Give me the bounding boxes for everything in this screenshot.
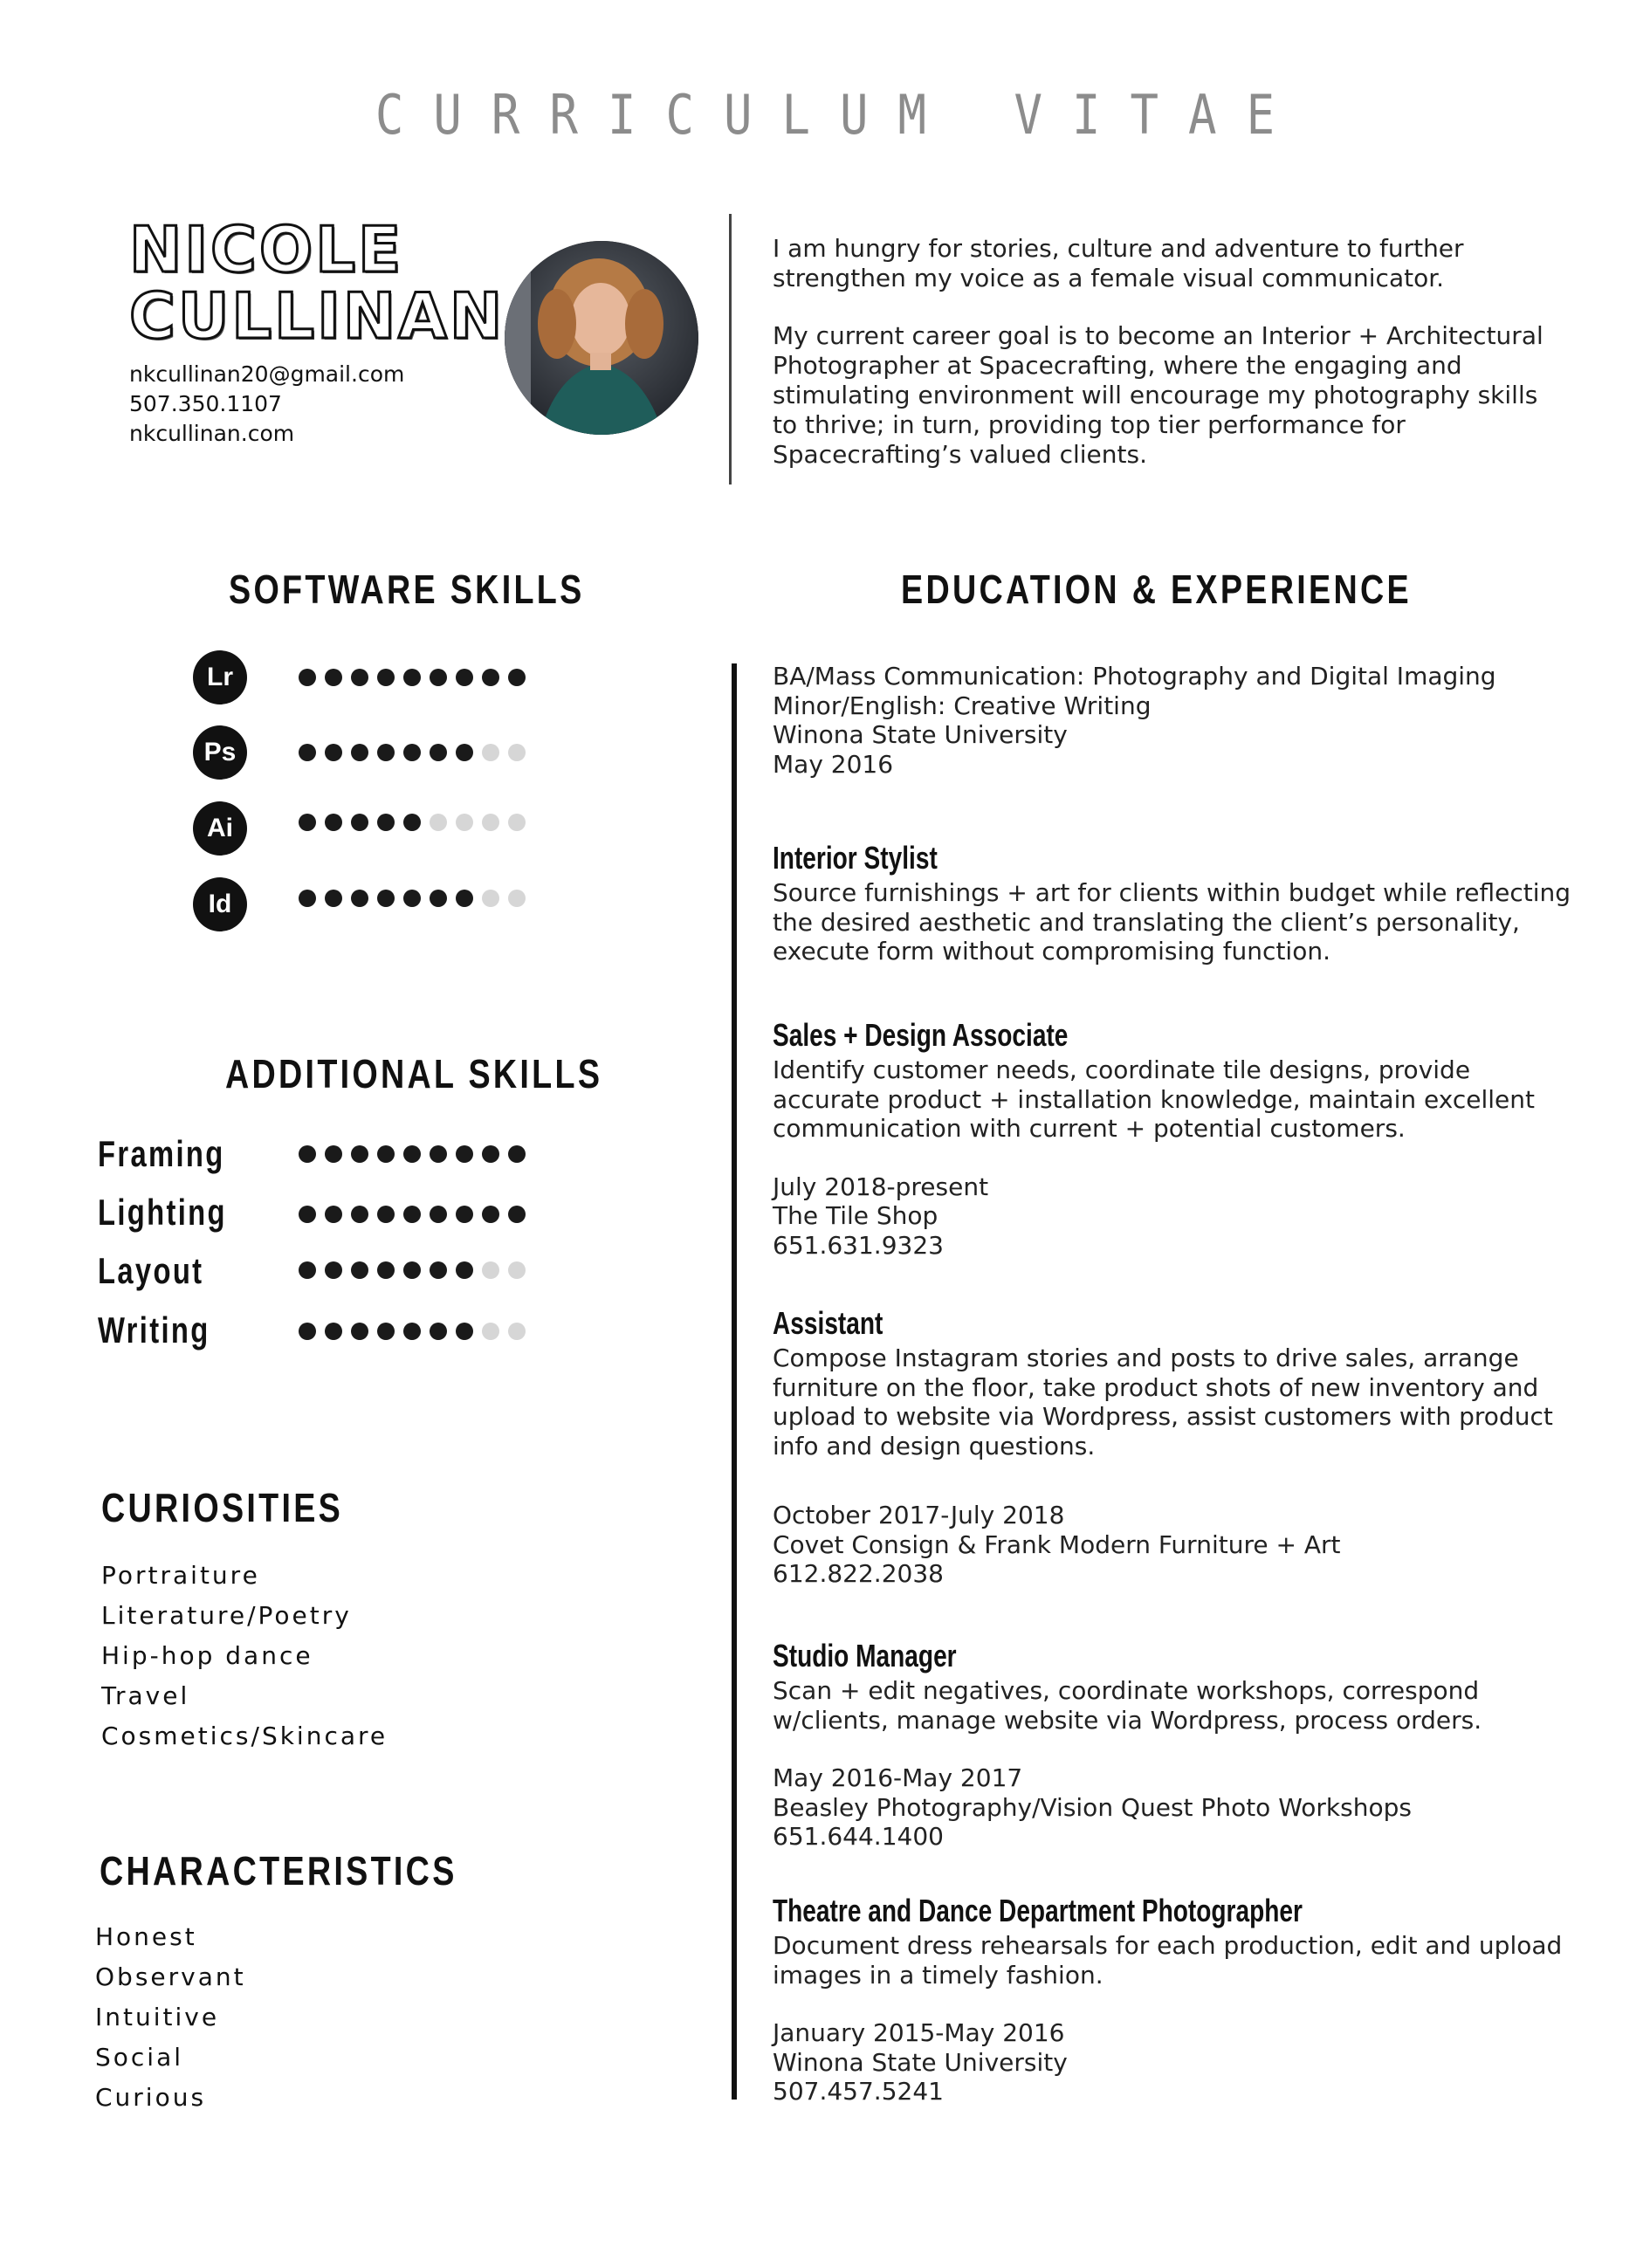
rating-dot-filled xyxy=(403,890,421,907)
photoshop-rating xyxy=(299,744,526,761)
job-description: Compose Instagram stories and posts to drive sales, arrange furniture on the floor, take product shots of new inventory and upload to website via Wordpress, assist customers with product info and design questions. xyxy=(773,1344,1553,1460)
job-phone: 651.644.1400 xyxy=(773,1822,944,1851)
list-item: Travel xyxy=(101,1681,190,1710)
job-title: Interior Stylist xyxy=(773,840,938,876)
rating-dot-filled xyxy=(325,1261,342,1279)
rating-dot-filled xyxy=(351,1145,368,1163)
rating-dot-empty xyxy=(482,1261,499,1279)
intro-text xyxy=(773,234,1558,498)
job-date: October 2017-July 2018 xyxy=(773,1501,1065,1529)
rating-dot-filled xyxy=(325,890,342,907)
rating-dot-filled xyxy=(377,1145,395,1163)
rating-dot-empty xyxy=(508,1261,526,1279)
list-item: Intuitive xyxy=(95,2003,220,2031)
rating-dot-filled xyxy=(430,1323,447,1340)
job-entry-studio-manager xyxy=(773,1638,1576,1852)
rating-dot-filled xyxy=(430,744,447,761)
rating-dot-filled xyxy=(325,1323,342,1340)
illustrator-rating xyxy=(299,814,526,831)
rating-dot-filled xyxy=(430,1206,447,1223)
job-title: Assistant xyxy=(773,1305,883,1341)
rating-dot-filled xyxy=(299,1323,316,1340)
skill-label-lighting: Lighting xyxy=(98,1192,227,1233)
last-name: CULLINAN xyxy=(129,279,505,353)
graduation-date: May 2016 xyxy=(773,749,894,779)
job-description: Source furnishings + art for clients within budget while reflecting the desired aesthetic and translating the client’s personality, execute form without compromising function. xyxy=(773,878,1571,966)
job-phone: 651.631.9323 xyxy=(773,1230,944,1260)
job-description: Scan + edit negatives, coordinate workshops, correspond w/clients, manage website via Wordpress, process orders. xyxy=(773,1676,1482,1735)
skill-label-layout: Layout xyxy=(98,1250,204,1291)
framing-rating xyxy=(299,1145,526,1163)
rating-dot-filled xyxy=(403,744,421,761)
rating-dot-filled xyxy=(456,890,473,907)
email: nkcullinan20@gmail.com xyxy=(129,361,405,387)
profile-photo xyxy=(505,241,698,435)
rating-dot-empty xyxy=(508,890,526,907)
rating-dot-filled xyxy=(403,669,421,686)
job-date: May 2016-May 2017 xyxy=(773,1763,1023,1792)
education-experience-heading: EDUCATION & EXPERIENCE xyxy=(901,567,1412,612)
job-phone: 612.822.2038 xyxy=(773,1559,944,1588)
rating-dot-empty xyxy=(508,744,526,761)
contact-info xyxy=(129,360,404,449)
portrait-image xyxy=(505,241,698,435)
first-name: NICOLE xyxy=(129,213,404,286)
rating-dot-filled xyxy=(508,669,526,686)
header-divider xyxy=(729,214,732,485)
rating-dot-empty xyxy=(482,890,499,907)
rating-dot-filled xyxy=(325,669,342,686)
job-date: July 2018-present xyxy=(773,1172,989,1201)
curiosities-heading: CURIOSITIES xyxy=(101,1485,344,1530)
education-entry xyxy=(773,662,1576,779)
list-item: Curious xyxy=(95,2083,207,2112)
layout-rating xyxy=(299,1261,526,1279)
lightroom-rating xyxy=(299,669,526,686)
rating-dot-empty xyxy=(482,1323,499,1340)
indesign-icon: Id xyxy=(193,877,247,931)
phone: 507.350.1107 xyxy=(129,391,282,416)
rating-dot-filled xyxy=(456,744,473,761)
rating-dot-filled xyxy=(377,890,395,907)
rating-dot-filled xyxy=(508,1145,526,1163)
rating-dot-filled xyxy=(377,744,395,761)
job-company: Beasley Photography/Vision Quest Photo Workshops xyxy=(773,1792,1412,1822)
rating-dot-filled xyxy=(456,1206,473,1223)
rating-dot-filled xyxy=(377,1206,395,1223)
minor: Minor/English: Creative Writing xyxy=(773,691,1152,720)
rating-dot-filled xyxy=(299,669,316,686)
job-title: Studio Manager xyxy=(773,1638,957,1674)
additional-skills-heading: ADDITIONAL SKILLS xyxy=(225,1051,603,1096)
list-item: Observant xyxy=(95,1962,246,1991)
document-title: CURRICULUM VITAE xyxy=(375,83,1305,147)
rating-dot-filled xyxy=(456,669,473,686)
rating-dot-filled xyxy=(325,744,342,761)
rating-dot-filled xyxy=(299,814,316,831)
rating-dot-filled xyxy=(456,1145,473,1163)
section-divider xyxy=(732,663,737,2100)
job-entry-interior-stylist xyxy=(773,840,1576,966)
rating-dot-filled xyxy=(325,1145,342,1163)
rating-dot-filled xyxy=(299,1145,316,1163)
rating-dot-filled xyxy=(377,814,395,831)
rating-dot-filled xyxy=(351,1261,368,1279)
list-item: Honest xyxy=(95,1922,197,1951)
characteristics-list xyxy=(95,1917,246,2118)
rating-dot-filled xyxy=(508,1206,526,1223)
job-company: Winona State University xyxy=(773,2047,1068,2077)
photoshop-icon: Ps xyxy=(193,725,247,780)
rating-dot-filled xyxy=(351,890,368,907)
rating-dot-filled xyxy=(325,814,342,831)
rating-dot-filled xyxy=(403,1323,421,1340)
rating-dot-filled xyxy=(403,1145,421,1163)
rating-dot-filled xyxy=(482,1206,499,1223)
rating-dot-filled xyxy=(482,1145,499,1163)
rating-dot-filled xyxy=(299,744,316,761)
rating-dot-filled xyxy=(351,669,368,686)
rating-dot-filled xyxy=(430,1261,447,1279)
job-phone: 507.457.5241 xyxy=(773,2077,944,2106)
software-skills-heading: SOFTWARE SKILLS xyxy=(229,567,585,612)
job-date: January 2015-May 2016 xyxy=(773,2018,1065,2047)
rating-dot-filled xyxy=(403,1206,421,1223)
rating-dot-empty xyxy=(430,814,447,831)
job-description: Document dress rehearsals for each production, edit and upload images in a timely fashion. xyxy=(773,1931,1563,1990)
rating-dot-filled xyxy=(482,669,499,686)
rating-dot-filled xyxy=(430,890,447,907)
job-description: Identify customer needs, coordinate tile designs, provide accurate product + installation knowledge, maintain excellent communication with current + potential customers. xyxy=(773,1055,1535,1143)
rating-dot-filled xyxy=(325,1206,342,1223)
rating-dot-filled xyxy=(351,814,368,831)
characteristics-heading: CHARACTERISTICS xyxy=(100,1848,457,1893)
indesign-rating xyxy=(299,890,526,907)
rating-dot-filled xyxy=(351,1206,368,1223)
intro-paragraph-2: My current career goal is to become an Interior + Architectural Photographer at Spacecrafting, where the engaging and stimulating environment will encourage my photography skills to thrive; in turn, providing top tier performance for Spacecrafting’s valued clients. xyxy=(773,321,1543,469)
rating-dot-filled xyxy=(351,1323,368,1340)
job-company: Covet Consign & Frank Modern Furniture + Art xyxy=(773,1529,1341,1559)
school: Winona State University xyxy=(773,720,1068,749)
rating-dot-filled xyxy=(377,1261,395,1279)
job-entry-assistant xyxy=(773,1305,1576,1589)
rating-dot-filled xyxy=(351,744,368,761)
curiosities-list xyxy=(101,1556,388,1756)
job-title: Theatre and Dance Department Photographer xyxy=(773,1893,1303,1928)
skill-label-writing: Writing xyxy=(98,1309,210,1350)
list-item: Literature/Poetry xyxy=(101,1601,352,1630)
rating-dot-empty xyxy=(482,744,499,761)
rating-dot-filled xyxy=(430,669,447,686)
rating-dot-filled xyxy=(456,1261,473,1279)
job-company: The Tile Shop xyxy=(773,1201,938,1230)
lightroom-icon: Lr xyxy=(193,650,247,704)
rating-dot-filled xyxy=(430,1145,447,1163)
rating-dot-filled xyxy=(456,1323,473,1340)
rating-dot-filled xyxy=(377,1323,395,1340)
rating-dot-filled xyxy=(299,1261,316,1279)
job-entry-theatre-photographer xyxy=(773,1893,1576,2106)
name-heading xyxy=(129,213,505,353)
rating-dot-empty xyxy=(508,1323,526,1340)
job-title: Sales + Design Associate xyxy=(773,1017,1069,1053)
writing-rating xyxy=(299,1323,526,1340)
rating-dot-filled xyxy=(299,1206,316,1223)
list-item: Social xyxy=(95,2043,184,2072)
skill-label-framing: Framing xyxy=(98,1133,225,1174)
job-entry-sales-design xyxy=(773,1017,1585,1260)
degree: BA/Mass Communication: Photography and Digital Imaging xyxy=(773,662,1496,691)
list-item: Cosmetics/Skincare xyxy=(101,1722,388,1750)
rating-dot-empty xyxy=(508,814,526,831)
illustrator-icon: Ai xyxy=(193,801,247,856)
website: nkcullinan.com xyxy=(129,421,295,446)
rating-dot-empty xyxy=(482,814,499,831)
rating-dot-filled xyxy=(403,814,421,831)
list-item: Portraiture xyxy=(101,1561,260,1590)
list-item: Hip-hop dance xyxy=(101,1641,313,1670)
rating-dot-filled xyxy=(403,1261,421,1279)
lighting-rating xyxy=(299,1206,526,1223)
rating-dot-empty xyxy=(456,814,473,831)
rating-dot-filled xyxy=(299,890,316,907)
intro-paragraph-1: I am hungry for stories, culture and adventure to further strengthen my voice as a female visual communicator. xyxy=(773,234,1464,292)
rating-dot-filled xyxy=(377,669,395,686)
